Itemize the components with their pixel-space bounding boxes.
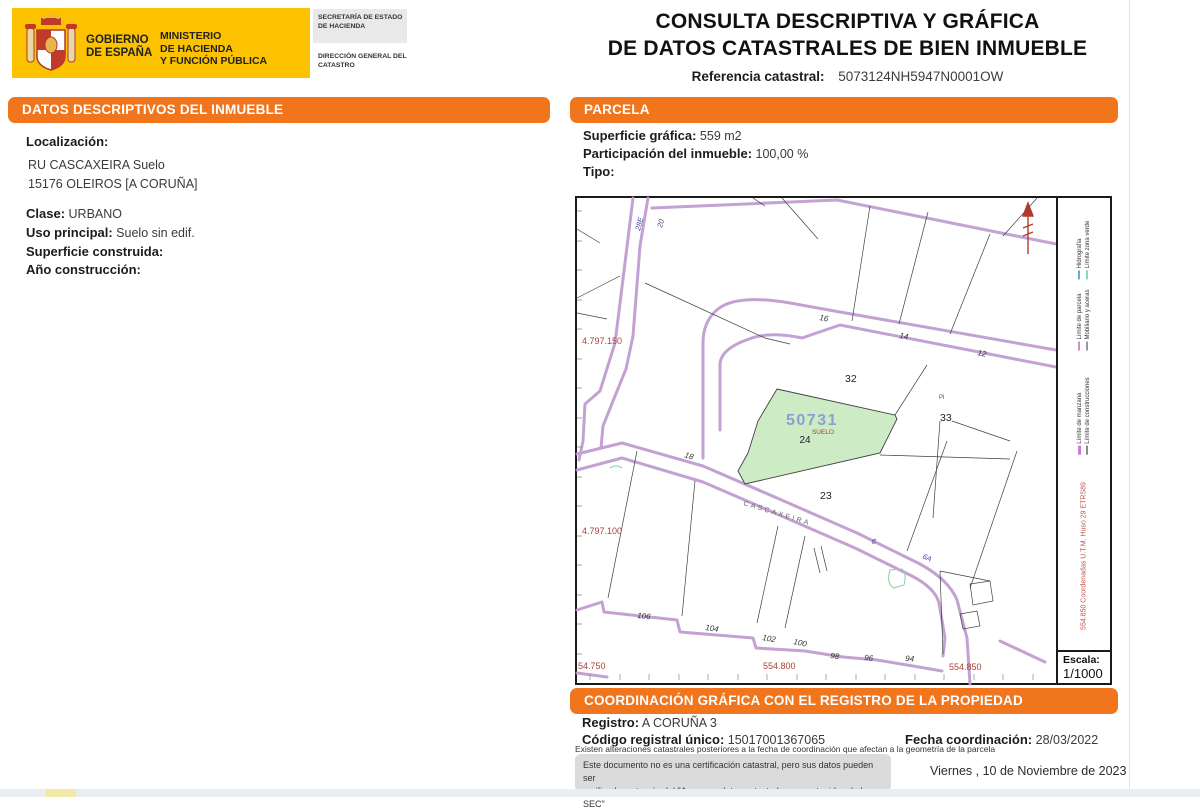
registro-field: Registro: A CORUÑA 3 (582, 715, 717, 730)
house-number: 104 (704, 623, 720, 634)
title-line-2: DE DATOS CATASTRALES DE BIEN INMUEBLE (607, 37, 1088, 60)
section-header-datos: DATOS DESCRIPTIVOS DEL INMUEBLE (8, 97, 550, 123)
section-header-parcela: PARCELA (570, 97, 1118, 123)
house-number: 6 (870, 536, 878, 547)
parcel-number: 23 (820, 490, 832, 502)
subject-parcel-number: 24 (799, 435, 811, 446)
legend-group-hidrografia: Hidrografía Límite zona verde (1076, 221, 1092, 280)
coord-label: 554.850 (949, 662, 982, 672)
house-number: 106 (636, 611, 652, 622)
subject-parcel-ref: 50731 (786, 412, 838, 429)
referencia-label: Referencia catastral: (691, 69, 825, 84)
uso-principal-field: Uso principal: Suelo sin edif. (26, 225, 195, 240)
north-arrow-icon (1023, 203, 1033, 254)
house-number: 102 (761, 633, 777, 645)
coord-label: 4.797.150 (582, 336, 623, 346)
hidrografia-line-icon (1078, 270, 1080, 279)
coord-label: 54.750 (578, 661, 606, 671)
house-number: 14 (898, 331, 909, 342)
house-number: 100 (792, 637, 808, 649)
disclaimer-box (575, 754, 891, 809)
house-number: 6A (921, 551, 934, 564)
legend-group-manzana: Límite de manzana Límite de construcciones (1076, 377, 1092, 454)
house-number: 20 (655, 218, 667, 229)
map-plot-area (577, 198, 1056, 683)
house-number: 28E (633, 216, 646, 232)
legend-group-parcela: Límite de parcela Mobiliario y aceras (1076, 289, 1092, 350)
ministerio-text: MINISTERIO DE HACIENDA Y FUNCIÓN PÚBLICA (160, 30, 268, 67)
localizacion-line2: 15176 OLEIROS [A CORUÑA] (28, 177, 198, 191)
tipo-field: Tipo: (583, 164, 615, 179)
house-number: 16 (818, 313, 829, 324)
house-number: 96 (863, 653, 874, 663)
secretaria-label: SECRETARÍA DE ESTADO DE HACIENDA (313, 9, 407, 43)
bottom-yellow-chip (46, 789, 76, 797)
spain-coat-of-arms-icon (24, 12, 78, 79)
escala-value: 1/1000 (1063, 666, 1103, 681)
codigo-registral-field: Código registral único: 15017001367065 (582, 732, 826, 747)
gobierno-text: GOBIERNO DE ESPAÑA (86, 34, 153, 59)
map-scale (1058, 650, 1110, 683)
green-limit-mark (610, 466, 622, 468)
house-number: 12 (976, 348, 988, 359)
zona-verde-line-icon (1086, 270, 1088, 279)
utm-coordinates-note: 554.850 Coordenadas U.T.M. Huso 29 ETRS89 (1080, 482, 1088, 630)
disclaimer-line-1: Este documento no es una certificación catastral, pero sus datos pueden ser (583, 760, 874, 783)
street-name: CASCAXEIRA (742, 500, 812, 528)
disclaimer-line-2: SEC" (583, 799, 605, 809)
parcel-number: Pl (939, 395, 945, 401)
section-header-coordinacion: COORDINACIÓN GRÁFICA CON EL REGISTRO DE LA PROPIEDAD (570, 688, 1118, 714)
localizacion-label: Localización: (26, 134, 109, 149)
parcel-number: 33 (940, 412, 952, 424)
referencia-catastral (575, 69, 1120, 84)
coord-label: 4.797.100 (582, 526, 623, 536)
house-number: 94 (904, 654, 915, 664)
fecha-coordinacion-field: Fecha coordinación: 28/03/2022 (905, 732, 1099, 747)
construcciones-line-icon (1086, 446, 1088, 455)
superficie-construida-field: Superficie construida: (26, 244, 164, 259)
subject-parcel-use: SUELO (811, 429, 835, 436)
coordinate-labels (578, 336, 982, 672)
title-line-1: CONSULTA DESCRIPTIVA Y GRÁFICA (655, 10, 1040, 33)
mobiliario-line-icon (1086, 342, 1088, 351)
parcel-number: 32 (845, 373, 857, 385)
direccion-label: DIRECCIÓN GENERAL DEL CATASTRO (318, 53, 407, 69)
referencia-value: 5073124NH5947N0001OW (838, 69, 1004, 84)
document-title (575, 8, 1120, 84)
cadastral-map (575, 196, 1112, 685)
limite-parcela-line-icon (1078, 342, 1080, 351)
gobierno-logo (12, 8, 310, 78)
house-number: 98 (829, 651, 840, 662)
superficie-grafica-field: Superficie gráfica: 559 m2 (583, 128, 742, 143)
anio-construccion-field: Año construcción: (26, 262, 141, 277)
bottom-band (0, 789, 1200, 797)
participacion-field: Participación del inmueble: 100,00 % (583, 146, 809, 161)
house-number: 18 (683, 450, 695, 462)
document-date: Viernes , 10 de Noviembre de 2023 (930, 764, 1127, 778)
limite-manzana-line-icon (1078, 446, 1081, 455)
subject-parcel-polygon (738, 389, 897, 484)
localizacion-line1: RU CASCAXEIRA Suelo (28, 158, 165, 172)
clase-field: Clase: URBANO (26, 206, 122, 221)
coord-label: 554.800 (763, 661, 796, 671)
map-legend (1056, 198, 1110, 683)
escala-label: Escala: (1063, 654, 1100, 666)
alteraciones-note: Existen alteraciones catastrales posteriores a la fecha de coordinación que afectan a la geometría de la parcela (575, 744, 996, 754)
page-edge-divider (1129, 0, 1130, 797)
